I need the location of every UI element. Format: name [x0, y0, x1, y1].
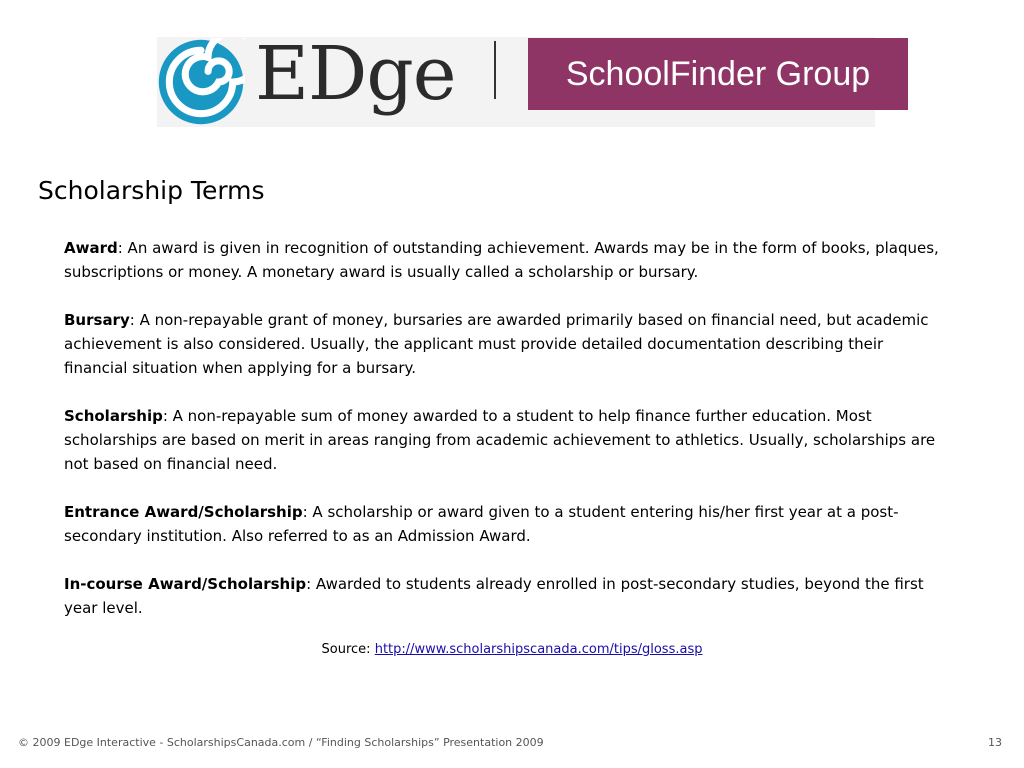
term-definition: : An award is given in recognition of outstanding achievement. Awards may be in the form of books, plaques, subscriptions or money. A monetary award is usually called a scholarship or bursary.	[64, 239, 939, 281]
term-name: Bursary	[64, 311, 130, 329]
term-scholarship	[64, 404, 944, 476]
edge-wordmark: EDge	[255, 31, 456, 117]
page-number: 13	[988, 736, 1002, 749]
footer-copyright: © 2009 EDge Interactive - ScholarshipsCanada.com / “Finding Scholarships” Presentation 2009	[18, 736, 544, 749]
source-link[interactable]: http://www.scholarshipscanada.com/tips/gloss.asp	[374, 642, 703, 657]
terms-list	[64, 236, 944, 644]
term-name: Award	[64, 239, 118, 257]
term-name: Scholarship	[64, 407, 163, 425]
term-in-course-award	[64, 572, 944, 620]
term-bursary	[64, 308, 944, 380]
term-definition: : Awarded to students already enrolled in post-secondary studies, beyond the first year level.	[64, 575, 924, 617]
term-name: Entrance Award/Scholarship	[64, 503, 303, 521]
term-definition: : A non-repayable sum of money awarded to a student to help finance further education. Most scholarships are based on merit in areas ranging from academic achievement to athletics. Usually, scholarships are not based on financial need.	[64, 407, 936, 473]
slide-title: Scholarship Terms	[38, 176, 265, 205]
term-name: In-course Award/Scholarship	[64, 575, 307, 593]
term-definition: : A scholarship or award given to a student entering his/her first year at a post-secondary institution. Also referred to as an Admission Award.	[64, 503, 899, 545]
term-award	[64, 236, 944, 284]
edge-swirl-logo-icon	[157, 38, 245, 126]
term-entrance-award	[64, 500, 944, 548]
source-label: Source:	[321, 642, 375, 657]
source-citation	[0, 642, 1024, 657]
schoolfinder-group-label: SchoolFinder Group	[528, 38, 908, 110]
header-divider	[494, 41, 496, 99]
term-definition: : A non-repayable grant of money, bursaries are awarded primarily based on financial need, but academic achievement is also considered. Usually, the applicant must provide detailed documentation describing their financial situation when applying for a bursary.	[64, 311, 929, 377]
